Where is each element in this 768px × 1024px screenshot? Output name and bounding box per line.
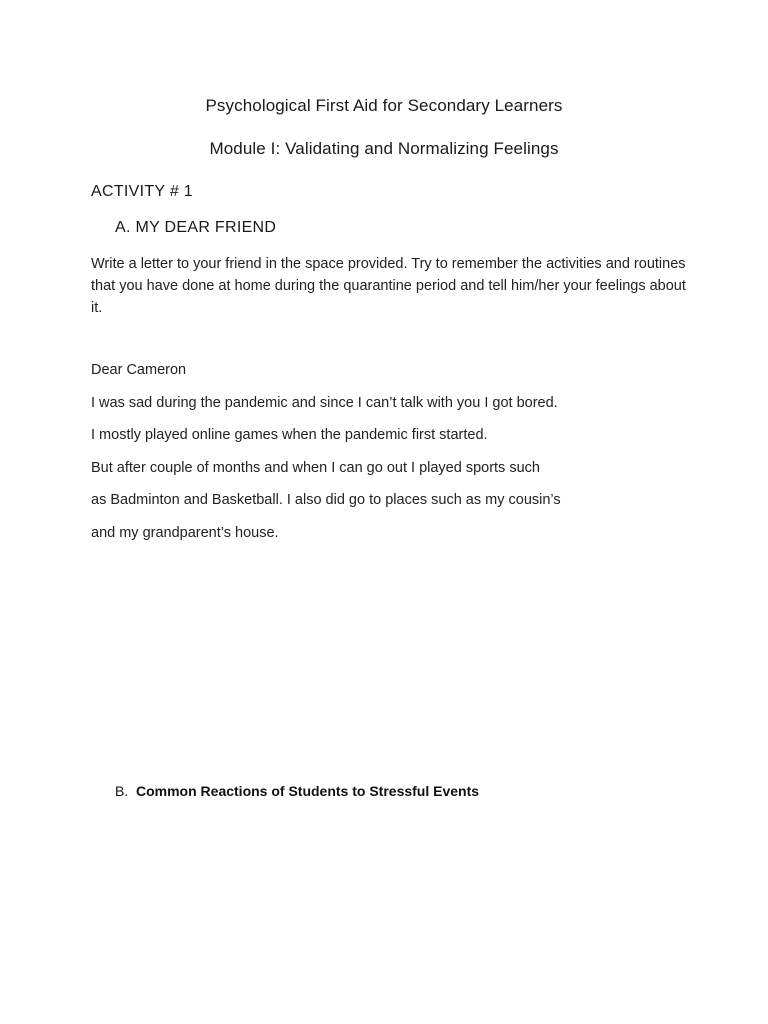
section-b-title: Common Reactions of Students to Stressful Events <box>136 783 480 799</box>
letter-line: I was sad during the pandemic and since I can’t talk with you I got bored. <box>91 395 558 411</box>
instructions-paragraph: Write a letter to your friend in the space provided. Try to remember the activities and routines that you have done at home during the quarantine period and tell him/her your feelings about it. <box>91 256 686 316</box>
letter-greeting: Dear Cameron <box>91 362 187 378</box>
document-title: Psychological First Aid for Secondary Learners <box>205 96 563 115</box>
section-b-letter: B. <box>115 783 129 799</box>
letter-line: But after couple of months and when I can go out I played sports such <box>91 460 540 476</box>
section-b-heading <box>115 783 479 799</box>
letter-line: and my grandparent’s house. <box>91 525 279 541</box>
letter-line: I mostly played online games when the pandemic first started. <box>91 427 488 443</box>
section-a-heading: A. MY DEAR FRIEND <box>115 219 277 236</box>
letter-line: as Badminton and Basketball. I also did go to places such as my cousin’s <box>91 492 561 508</box>
activity-heading: ACTIVITY # 1 <box>91 183 194 200</box>
module-title: Module I: Validating and Normalizing Feelings <box>209 139 559 158</box>
